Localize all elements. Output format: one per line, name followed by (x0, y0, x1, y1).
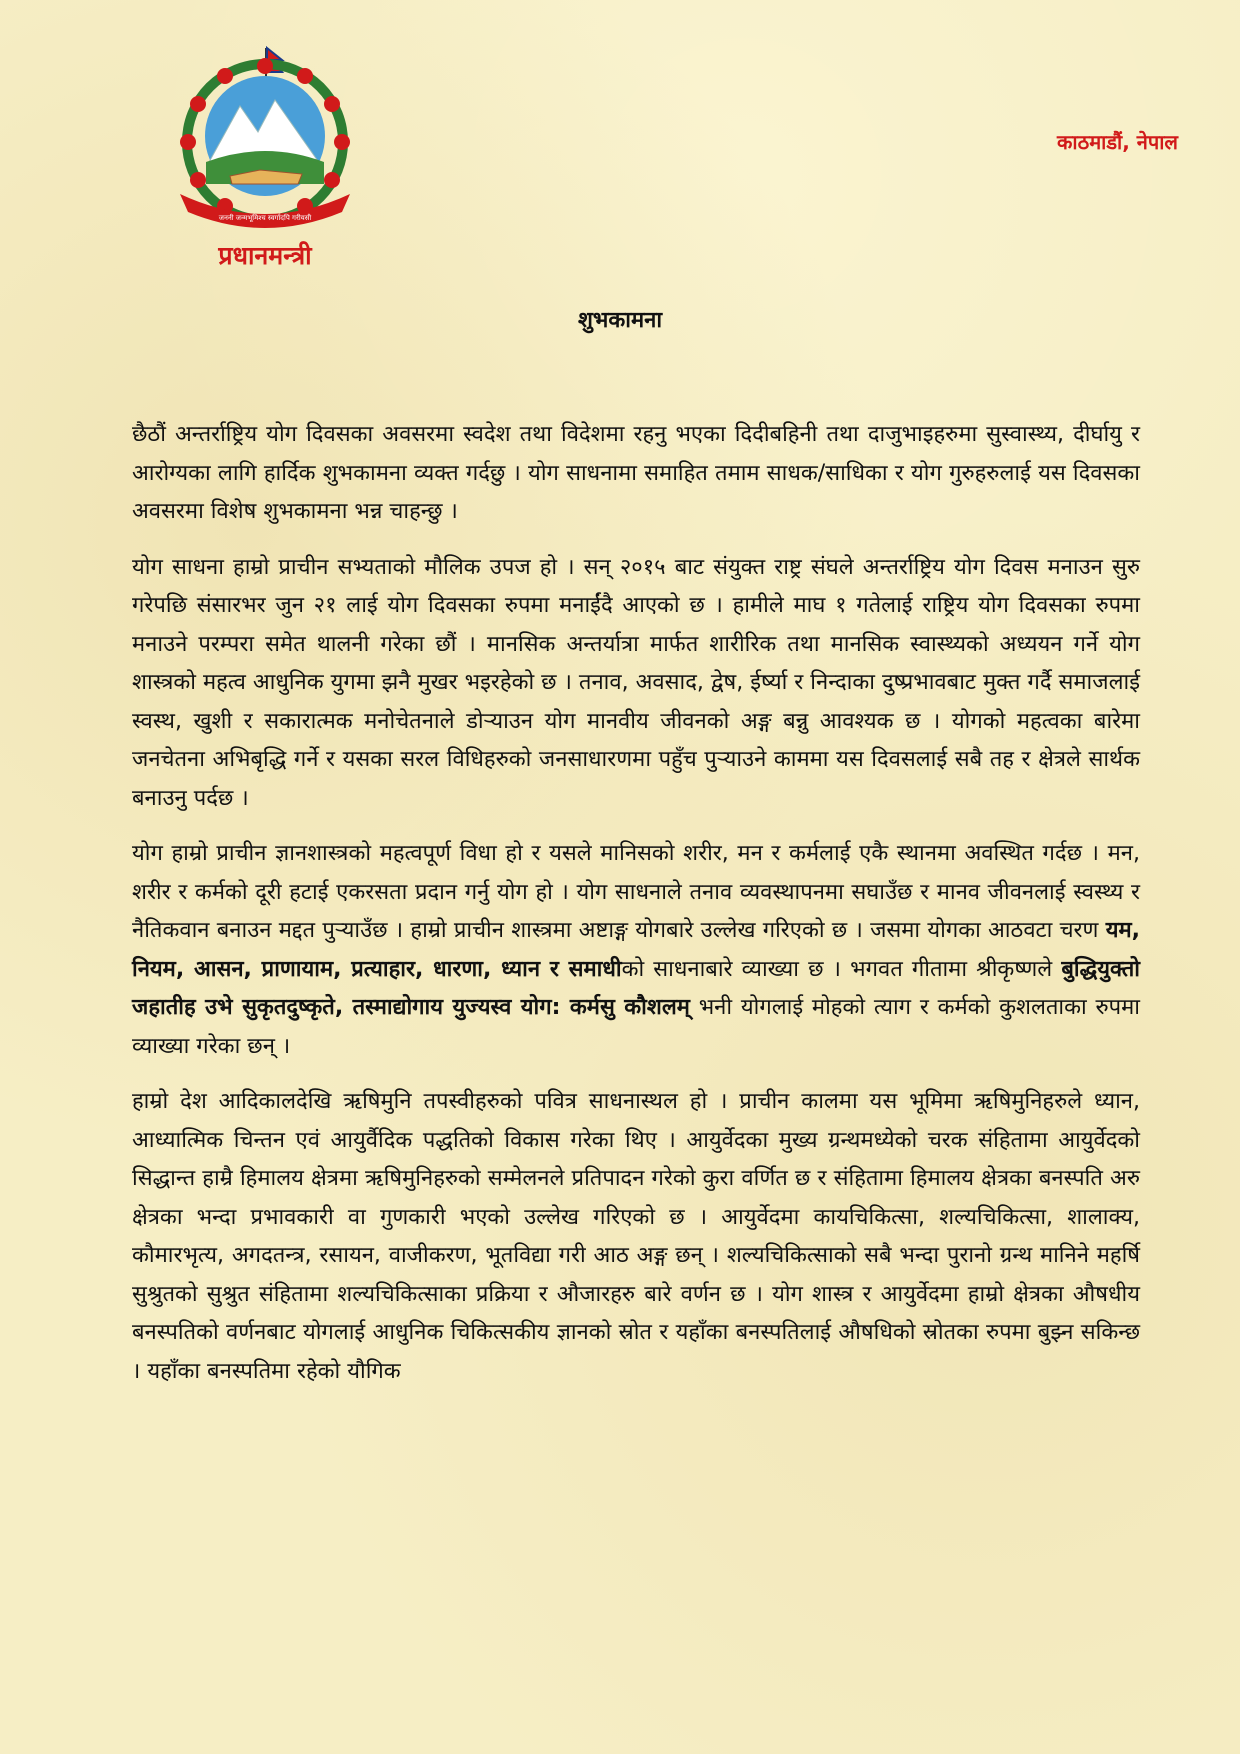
eight-limbs-of-yoga: यम, नियम, आसन, प्राणायाम, प्रत्याहार, धारणा, ध्यान र समाधी (132, 918, 1140, 982)
paragraph-4: हाम्रो देश आदिकालदेखि ऋषिमुनि तपस्वीहरुको पवित्र साधनास्थल हो । प्राचीन कालमा यस भूमिमा ऋषिमुनिहरुले ध्यान, आध्यात्मिक चिन्तन एवं आयुर्वैदिक पद्धतिको विकास गरेका थिए । आयुर्वेदका मुख्य ग्रन्थमध्येको चरक संहितामा आयुर्वेदको सिद्धान्त हाम्रै हिमालय क्षेत्रमा ऋषिमुनिहरुको सम्मेलनले प्रतिपादन गरेको कुरा वर्णित छ र संहितामा हिमालय क्षेत्रका बनस्पति अरु क्षेत्रका भन्दा प्रभावकारी वा गुणकारी भएको उल्लेख गरिएको छ । आयुर्वेदमा कायचिकित्सा, शल्यचिकित्सा, शालाक्य, कौमारभृत्य, अगदतन्त्र, रसायन, वाजीकरण, भूतविद्या गरी आठ अङ्ग छन् । शल्यचिकित्साको सबै भन्दा पुरानो ग्रन्थ मानिने महर्षि सुश्रुतको सुश्रुत संहितामा शल्यचिकित्साका प्रक्रिया र औजारहरु बारे वर्णन छ । योग शास्त्र र आयुर्वेदमा हाम्रो क्षेत्रका औषधीय बनस्पतिको वर्णनबाट योगलाई आधुनिक चिकित्सकीय ज्ञानको स्रोत र यहाँका बनस्पतिलाई औषधिको स्रोतका रुपमा बुझ्न सकिन्छ । यहाँका बनस्पतिमा रहेको यौगिक (132, 1089, 1140, 1384)
paragraph-3-text-c: भनी योगलाई मोहको त्याग र कर्मको कुशलताका रुपमा व्याख्या गरेका छन् । (132, 995, 1140, 1059)
paragraph-3-text-b: को साधनाबारे व्याख्या छ । भगवत गीतामा श्रीकृष्णले (621, 956, 1062, 982)
paragraph-3 (132, 835, 1140, 1066)
document-heading: शुभकामना (577, 308, 663, 333)
message-body (132, 416, 1140, 1408)
office-title: प्रधानमन्त्री (218, 241, 312, 270)
paragraph-1: छैठौं अन्तर्राष्ट्रिय योग दिवसका अवसरमा स्वदेश तथा विदेशमा रहनु भएका दिदीबहिनी तथा दाजुभाइहरुमा सुस्वास्थ्य, दीर्घायु र आरोग्यका लागि हार्दिक शुभकामना व्यक्त गर्दछु । योग साधनामा समाहित तमाम साधक/साधिका र योग गुरुहरुलाई यस दिवसका अवसरमा विशेष शुभकामना भन्न चाहन्छु । (132, 422, 1140, 524)
paragraph-3-text-a: योग हाम्रो प्राचीन ज्ञानशास्त्रको महत्वपूर्ण विधा हो र यसले मानिसको शरीर, मन र कर्मलाई एकै स्थानमा अवस्थित गर्दछ । मन, शरीर र कर्मको दूरी हटाई एकरसता प्रदान गर्नु योग हो । योग साधनाले तनाव व्यवस्थापनमा सघाउँछ र मानव जीवनलाई स्वस्थ्य र नैतिकवान बनाउन मद्दत पुऱ्याउँछ । हाम्रो प्राचीन शास्त्रमा अष्टाङ्ग योगबारे उल्लेख गरिएको छ । जसमा योगका आठवटा चरण (132, 841, 1140, 943)
gita-verse: बुद्धियुक्तो जहातीह उभे सुकृतदुष्कृते, तस्माद्योगाय युज्यस्व योग: कर्मसु कौशलम् (132, 956, 1140, 1020)
nepal-emblem-icon (170, 44, 360, 234)
place-label: काठमाडौं, नेपाल (1057, 130, 1178, 154)
paragraph-2: योग साधना हाम्रो प्राचीन सभ्यताको मौलिक उपज हो । सन् २०१५ बाट संयुक्त राष्ट्र संघले अन्तर्राष्ट्रिय योग दिवस मनाउन सुरु गरेपछि संसारभर जुन २१ लाई योग दिवसका रुपमा मनाईंदै आएको छ । हामीले माघ १ गतेलाई राष्ट्रिय योग दिवसका रुपमा मनाउने परम्परा समेत थालनी गरेका छौं । मानसिक अन्तर्यात्रा मार्फत शारीरिक तथा मानसिक स्वास्थ्यको अध्ययन गर्ने योग शास्त्रको महत्व आधुनिक युगमा झनै मुखर भइरहेको छ । तनाव, अवसाद, द्वेष, ईर्ष्या र निन्दाका दुष्प्रभावबाट मुक्त गर्दै समाजलाई स्वस्थ, खुशी र सकारात्मक मनोचेतनाले डोऱ्याउन योग मानवीय जीवनको अङ्ग बन्नु आवश्यक छ । योगको महत्वका बारेमा जनचेतना अभिबृद्धि गर्ने र यसका सरल विधिहरुको जनसाधारणमा पहुँच पुऱ्याउने काममा यस दिवसलाई सबै तह र क्षेत्रले सार्थक बनाउनु पर्दछ । (132, 554, 1140, 811)
svg-text:जननी जन्मभूमिश्च स्वर्गादपि गर: जननी जन्मभूमिश्च स्वर्गादपि गरीयसी (218, 214, 312, 222)
